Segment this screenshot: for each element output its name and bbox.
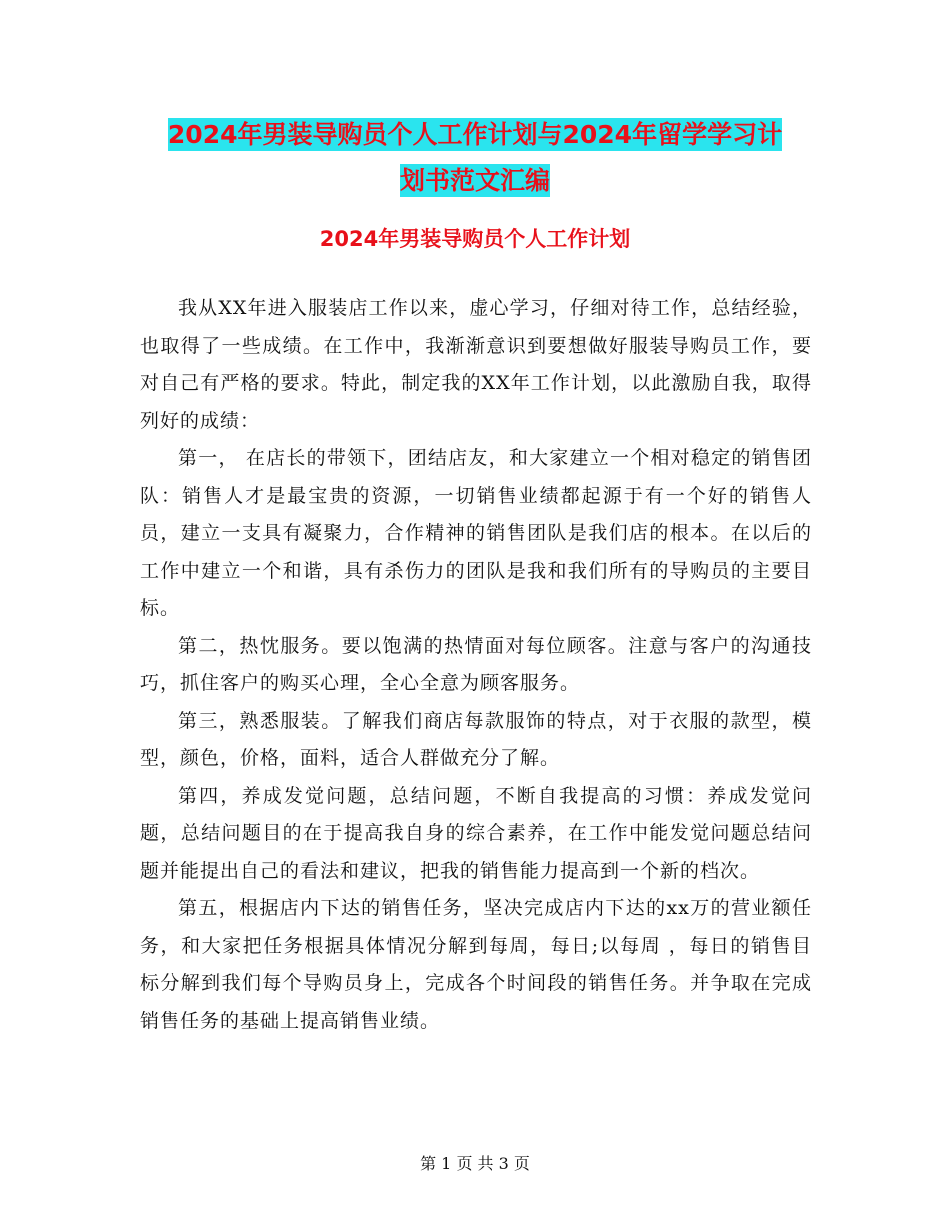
document-body [140,290,812,1040]
paragraph: 第四，养成发觉问题，总结问题，不断自我提高的习惯：养成发觉问题，总结问题目的在于提高我自身的综合素养，在工作中能发觉问题总结问题并能提出自己的看法和建议，把我的销售能力提高到一个新的档次。 [140,784,812,882]
paragraph: 第五，根据店内下达的销售任务，坚决完成店内下达的xx万的营业额任务，和大家把任务根据具体情况分解到每周，每日;以每周 ，每日的销售目标分解到我们每个导购员身上，完成各个时间段的销售任务。并争取在完成销售任务的基础上提高销售业绩。 [140,897,812,1032]
paragraph: 第二，热忱服务。要以饱满的热情面对每位顾客。注意与客户的沟通技巧，抓住客户的购买心理，全心全意为顾客服务。 [140,634,812,694]
page-footer: 第 1 页 共 3 页 [420,1154,530,1173]
title-line-1: 2024年男装导购员个人工作计划与2024年留学学习计 [167,120,783,149]
document-title [0,112,950,204]
paragraph: 第一， 在店长的带领下，团结店友，和大家建立一个相对稳定的销售团队：销售人才是最宝贵的资源，一切销售业绩都起源于有一个好的销售人员，建立一支具有凝聚力，合作精神的销售团队是我们店的根本。在以后的工作中建立一个和谐，具有杀伤力的团队是我和我们所有的导购员的主要目标。 [140,447,812,619]
paragraph: 我从XX年进入服装店工作以来，虚心学习，仔细对待工作，总结经验，也取得了一些成绩。在工作中，我渐渐意识到要想做好服装导购员工作，要对自己有严格的要求。特此，制定我的XX年工作计划，以此激励自我，取得列好的成绩： [140,297,812,432]
title-line-2: 划书范文汇编 [399,166,550,195]
section-title: 2024年男装导购员个人工作计划 [319,227,631,251]
paragraph: 第三，熟悉服装。了解我们商店每款服饰的特点，对于衣服的款型，模型，颜色，价格，面料，适合人群做充分了解。 [140,709,812,769]
